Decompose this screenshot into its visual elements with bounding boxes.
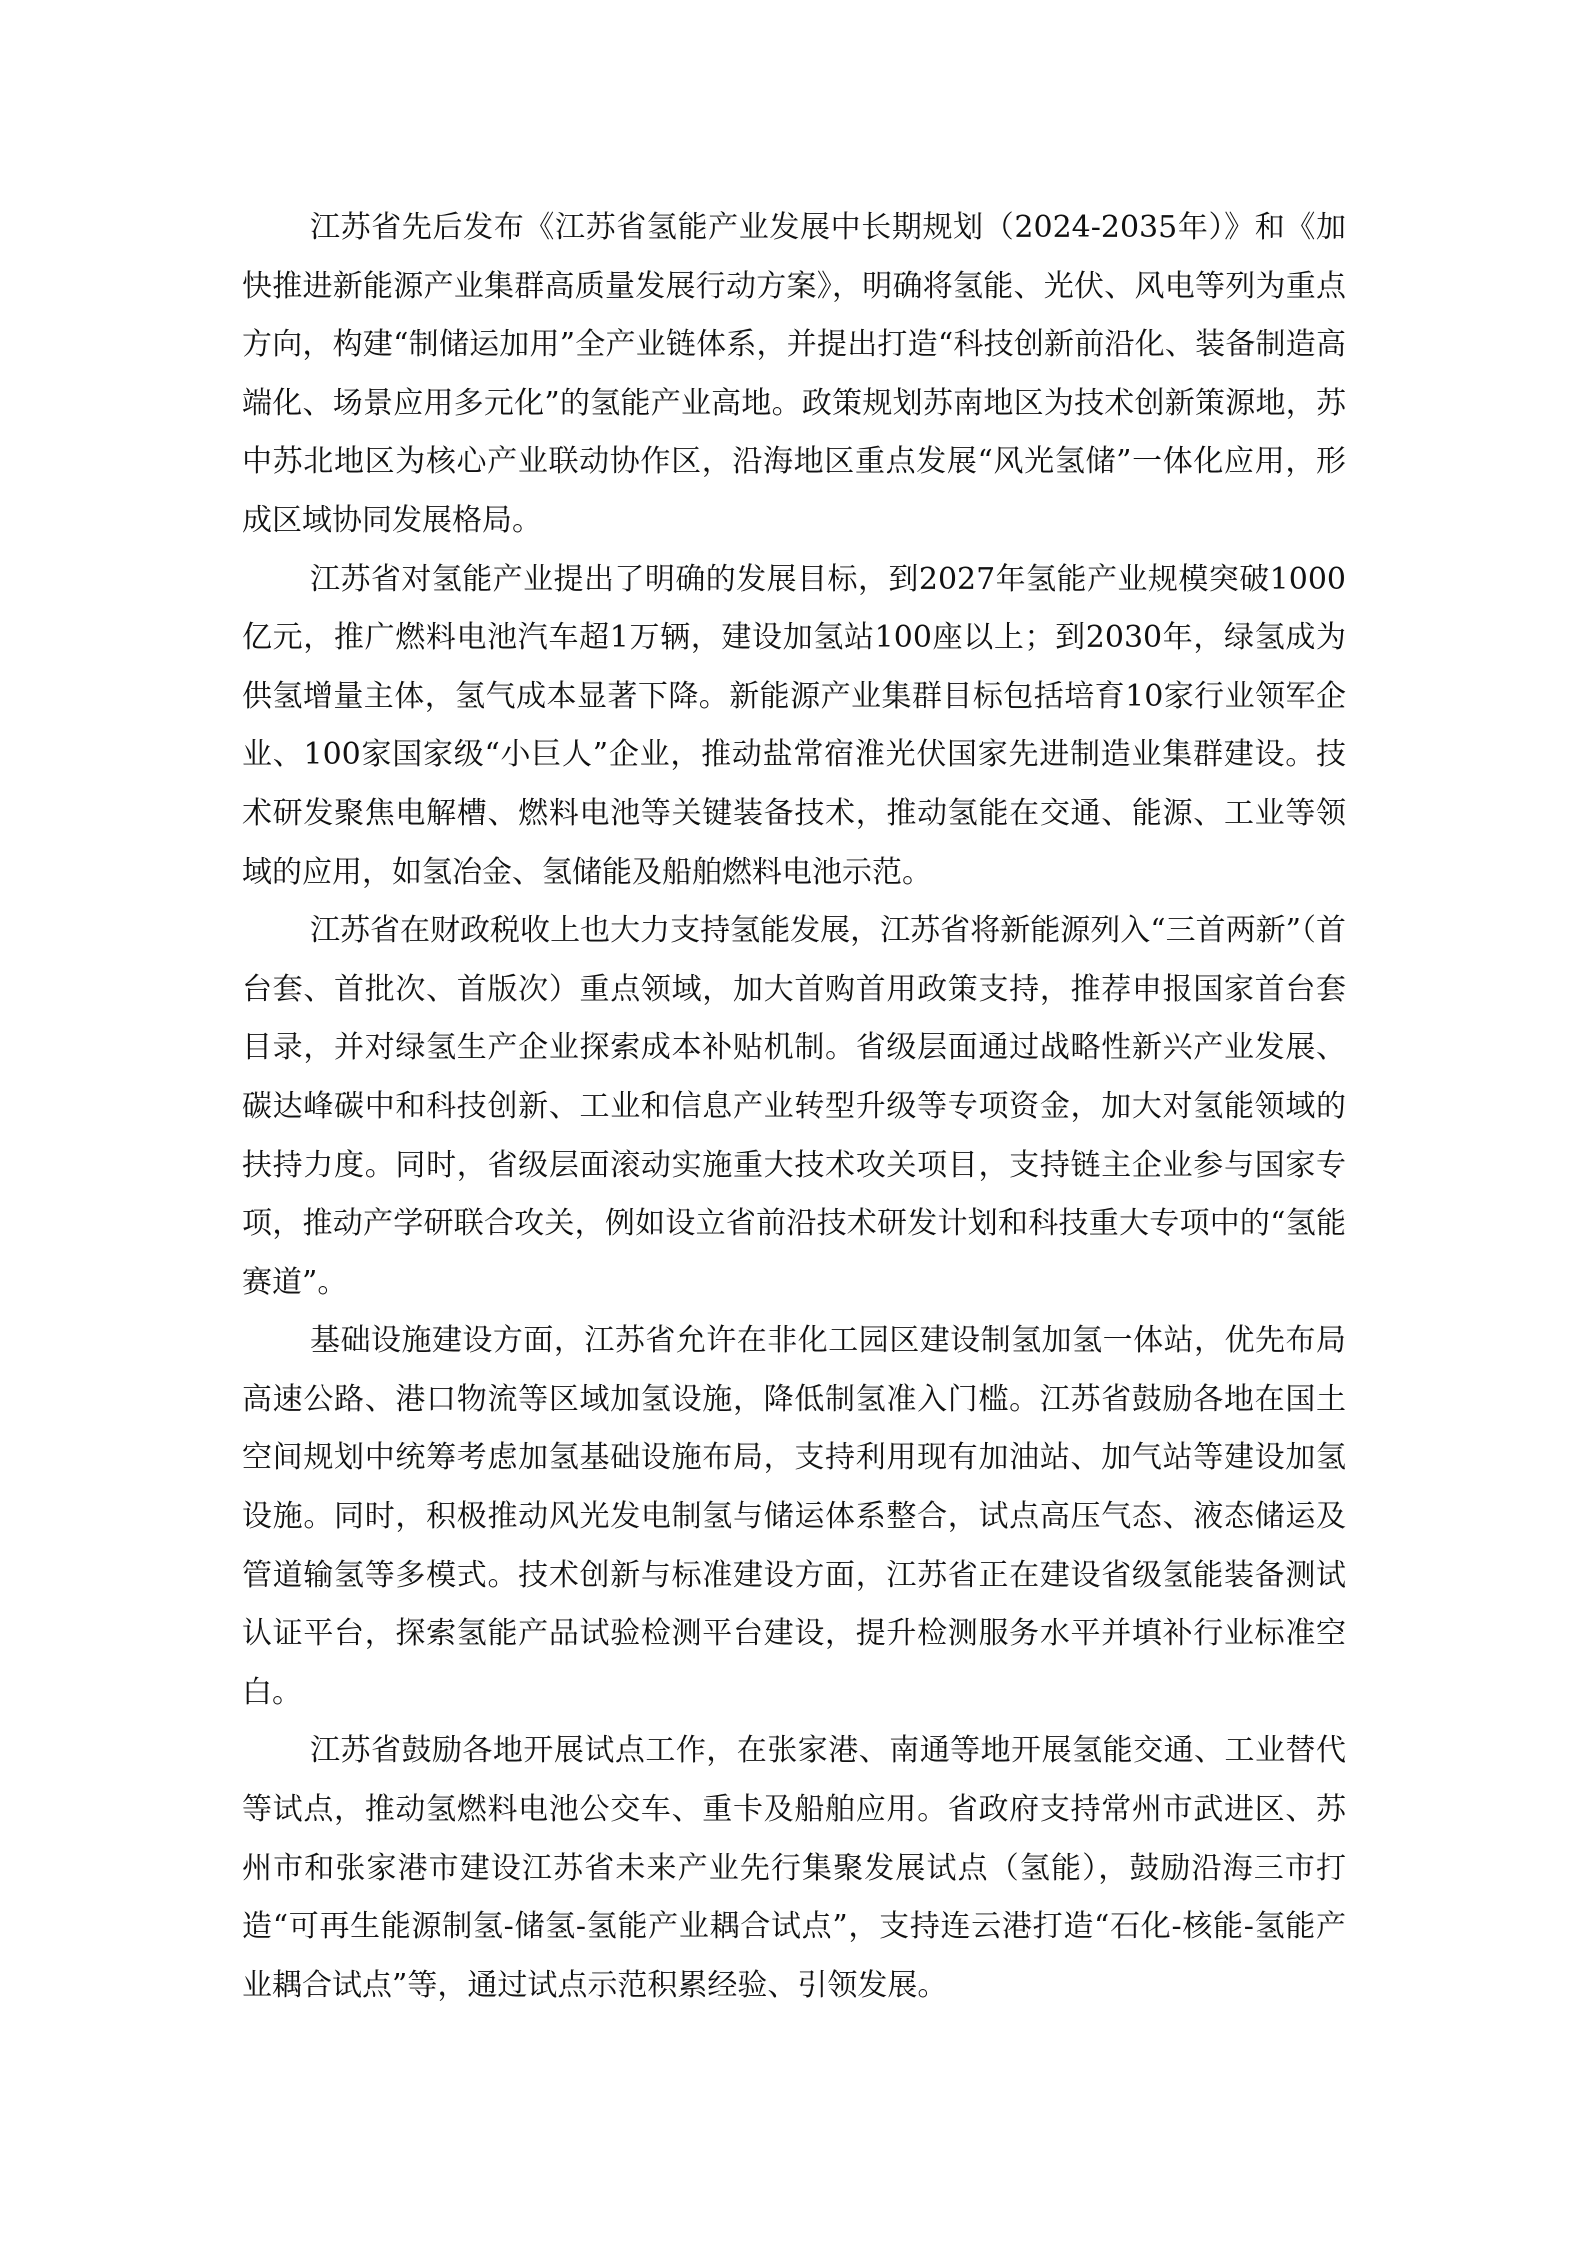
paragraph-pilot-programs: 江苏省鼓励各地开展试点工作，在张家港、南通等地开展氢能交通、工业替代等试点，推动氢燃料电池公交车、重卡及船舶应用。省政府支持常州市武进区、苏州市和张家港市建设江苏省未来产业先行集聚发展试点（氢能），鼓励沿海三市打造“可再生能源制氢-储氢-氢能产业耦合试点”，支持连云港打造“石化-核能-氢能产业耦合试点”等，通过试点示范积累经验、引领发展。 — [242, 1733, 1346, 2003]
paragraph-policy-planning: 江苏省先后发布《江苏省氢能产业发展中长期规划（2024-2035年）》和《加快推进新能源产业集群高质量发展行动方案》，明确将氢能、光伏、风电等列为重点方向，构建“制储运加用”全产业链体系，并提出打造“科技创新前沿化、装备制造高端化、场景应用多元化”的氢能产业高地。政策规划苏南地区为技术创新策源地，苏中苏北地区为核心产业联动协作区，沿海地区重点发展“风光氢储”一体化应用，形成区域协同发展格局。 — [242, 210, 1346, 538]
paragraph-fiscal-support: 江苏省在财政税收上也大力支持氢能发展，江苏省将新能源列入“三首两新”（首台套、首批次、首版次）重点领域，加大首购首用政策支持，推荐申报国家首台套目录，并对绿氢生产企业探索成本补贴机制。省级层面通过战略性新兴产业发展、碳达峰碳中和科技创新、工业和信息产业转型升级等专项资金，加大对氢能领域的扶持力度。同时，省级层面滚动实施重大技术攻关项目，支持链主企业参与国家专项，推动产学研联合攻关，例如设立省前沿技术研发计划和科技重大专项中的“氢能赛道”。 — [242, 913, 1346, 1300]
document-body — [242, 199, 1346, 2015]
paragraph-development-targets: 江苏省对氢能产业提出了明确的发展目标，到2027年氢能产业规模突破1000亿元，推广燃料电池汽车超1万辆，建设加氢站100座以上；到2030年，绿氢成为供氢增量主体，氢气成本显著下降。新能源产业集群目标包括培育10家行业领军企业、100家国家级“小巨人”企业，推动盐常宿淮光伏国家先进制造业集群建设。技术研发聚焦电解槽、燃料电池等关键装备技术，推动氢能在交通、能源、工业等领域的应用，如氢冶金、氢储能及船舶燃料电池示范。 — [242, 561, 1346, 890]
paragraph-infrastructure: 基础设施建设方面，江苏省允许在非化工园区建设制氢加氢一体站，优先布局高速公路、港口物流等区域加氢设施，降低制氢准入门槛。江苏省鼓励各地在国土空间规划中统筹考虑加氢基础设施布局，支持利用现有加油站、加气站等建设加氢设施。同时，积极推动风光发电制氢与储运体系整合，试点高压气态、液态储运及管道输氢等多模式。技术创新与标准建设方面，江苏省正在建设省级氢能装备测试认证平台，探索氢能产品试验检测平台建设，提升检测服务水平并填补行业标准空白。 — [242, 1323, 1346, 1710]
